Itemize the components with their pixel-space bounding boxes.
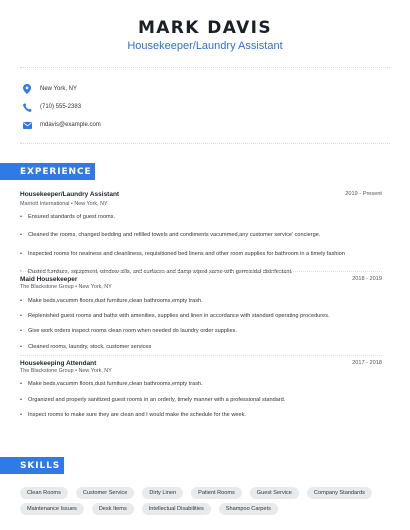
job-bullet: • Dusted furniture, equipment, window sills, and surfaces and damp wiped same with germicidal disinfectant. bbox=[20, 269, 382, 279]
job-title: Housekeeping Attendant bbox=[20, 359, 97, 367]
job-title: Maid Housekeeper bbox=[20, 275, 78, 283]
job-company: Marriott International bbox=[20, 201, 70, 207]
skill-chip: Patient Rooms bbox=[191, 487, 242, 499]
candidate-title: Housekeeper/Laundry Assistant bbox=[127, 40, 283, 52]
job-dates: 2018 - 2019 bbox=[352, 276, 382, 282]
email-text: mdavis@example.com bbox=[40, 122, 101, 128]
skill-chip: Shampoo Carpets bbox=[219, 503, 278, 515]
job-dates: 2019 - Present bbox=[345, 191, 382, 197]
job-bullet: • Cleaned the rooms, changed bedding and refilled towels and condiments vacummed,any customer service' concierge. bbox=[20, 232, 382, 251]
map-pin-icon bbox=[22, 84, 32, 94]
job-header bbox=[20, 274, 382, 284]
contact-location bbox=[22, 82, 382, 96]
envelope-icon bbox=[22, 120, 32, 130]
skill-chip: Dirty Linen bbox=[142, 487, 183, 499]
job-bullet: • Cleaned rooms, laundry, stock, customer services bbox=[20, 344, 382, 354]
skill-chip: Company Standards bbox=[307, 487, 372, 499]
job-company-line: The Blackstone Group • New York, NY bbox=[20, 284, 112, 290]
experience-heading: EXPERIENCE bbox=[0, 163, 95, 180]
candidate-name: MARK DAVIS bbox=[137, 18, 273, 38]
job-company: The Blackstone Group bbox=[20, 284, 74, 290]
job-bullet: • Make beds,vacumm floors,dust furniture,clean bathrooms,empty trash. bbox=[20, 381, 382, 397]
skill-chip: Customer Service bbox=[76, 487, 134, 499]
job-bullet: • Replenished guest rooms and baths with amenities, supplies and linen in accordance with standard operating procedures. bbox=[20, 313, 382, 328]
job-location: New York, NY bbox=[74, 201, 108, 207]
phone-text: (710) 555-2383 bbox=[40, 104, 82, 110]
job-company-line: The Blackstone Group • New York, NY bbox=[20, 368, 112, 374]
job-divider bbox=[20, 355, 382, 356]
job-bullet: • Inspected rooms for neatness and cleanliness, requisitioned bed linens and other room supplies for bathroom in a timely fashion bbox=[20, 251, 382, 269]
skills-heading: SKILLS bbox=[0, 457, 64, 474]
job-company: The Blackstone Group bbox=[20, 368, 74, 374]
contact-phone bbox=[22, 100, 382, 114]
job-bullet: • Make beds,vacumm floors,dust furniture,clean bathrooms,empty trash. bbox=[20, 298, 382, 313]
job-company-line: Marriott International • New York, NY bbox=[20, 201, 108, 207]
job-title: Housekeeper/Laundry Assistant bbox=[20, 190, 120, 198]
phone-icon bbox=[22, 102, 32, 112]
contact-divider bbox=[20, 143, 390, 144]
job-bullets bbox=[20, 214, 382, 279]
job-bullet: • Organized and properly sanitized guest rooms in an orderly, timely manner with a professional standard. bbox=[20, 397, 382, 412]
location-text: New York, NY bbox=[40, 86, 78, 92]
job-bullets bbox=[20, 381, 382, 422]
skill-chip: Guest Service bbox=[250, 487, 299, 499]
job-bullet: • Ensured standards of guest rooms. bbox=[20, 214, 382, 232]
job-bullet: • Inspect rooms to make sure they are clean and I would make the schedule for the week. bbox=[20, 412, 382, 422]
contact-email bbox=[22, 118, 382, 132]
skills-list bbox=[20, 487, 405, 515]
skill-chip: Maintenance Issues bbox=[20, 503, 84, 515]
job-header bbox=[20, 189, 382, 199]
job-location: New York, NY bbox=[78, 284, 112, 290]
job-bullets bbox=[20, 298, 382, 354]
job-location: New York, NY bbox=[78, 368, 112, 374]
job-bullet: • Give work orders inspect rooms clean room when needed do laundry order supplies. bbox=[20, 328, 382, 344]
job-header bbox=[20, 358, 382, 368]
skill-chip: Intellectual Disabilities bbox=[142, 503, 211, 515]
job-dates: 2017 - 2018 bbox=[352, 360, 382, 366]
skill-chip: Clean Rooms bbox=[20, 487, 68, 499]
header-divider bbox=[20, 67, 390, 68]
job-divider bbox=[20, 271, 382, 272]
skill-chip: Desk Items bbox=[92, 503, 134, 515]
